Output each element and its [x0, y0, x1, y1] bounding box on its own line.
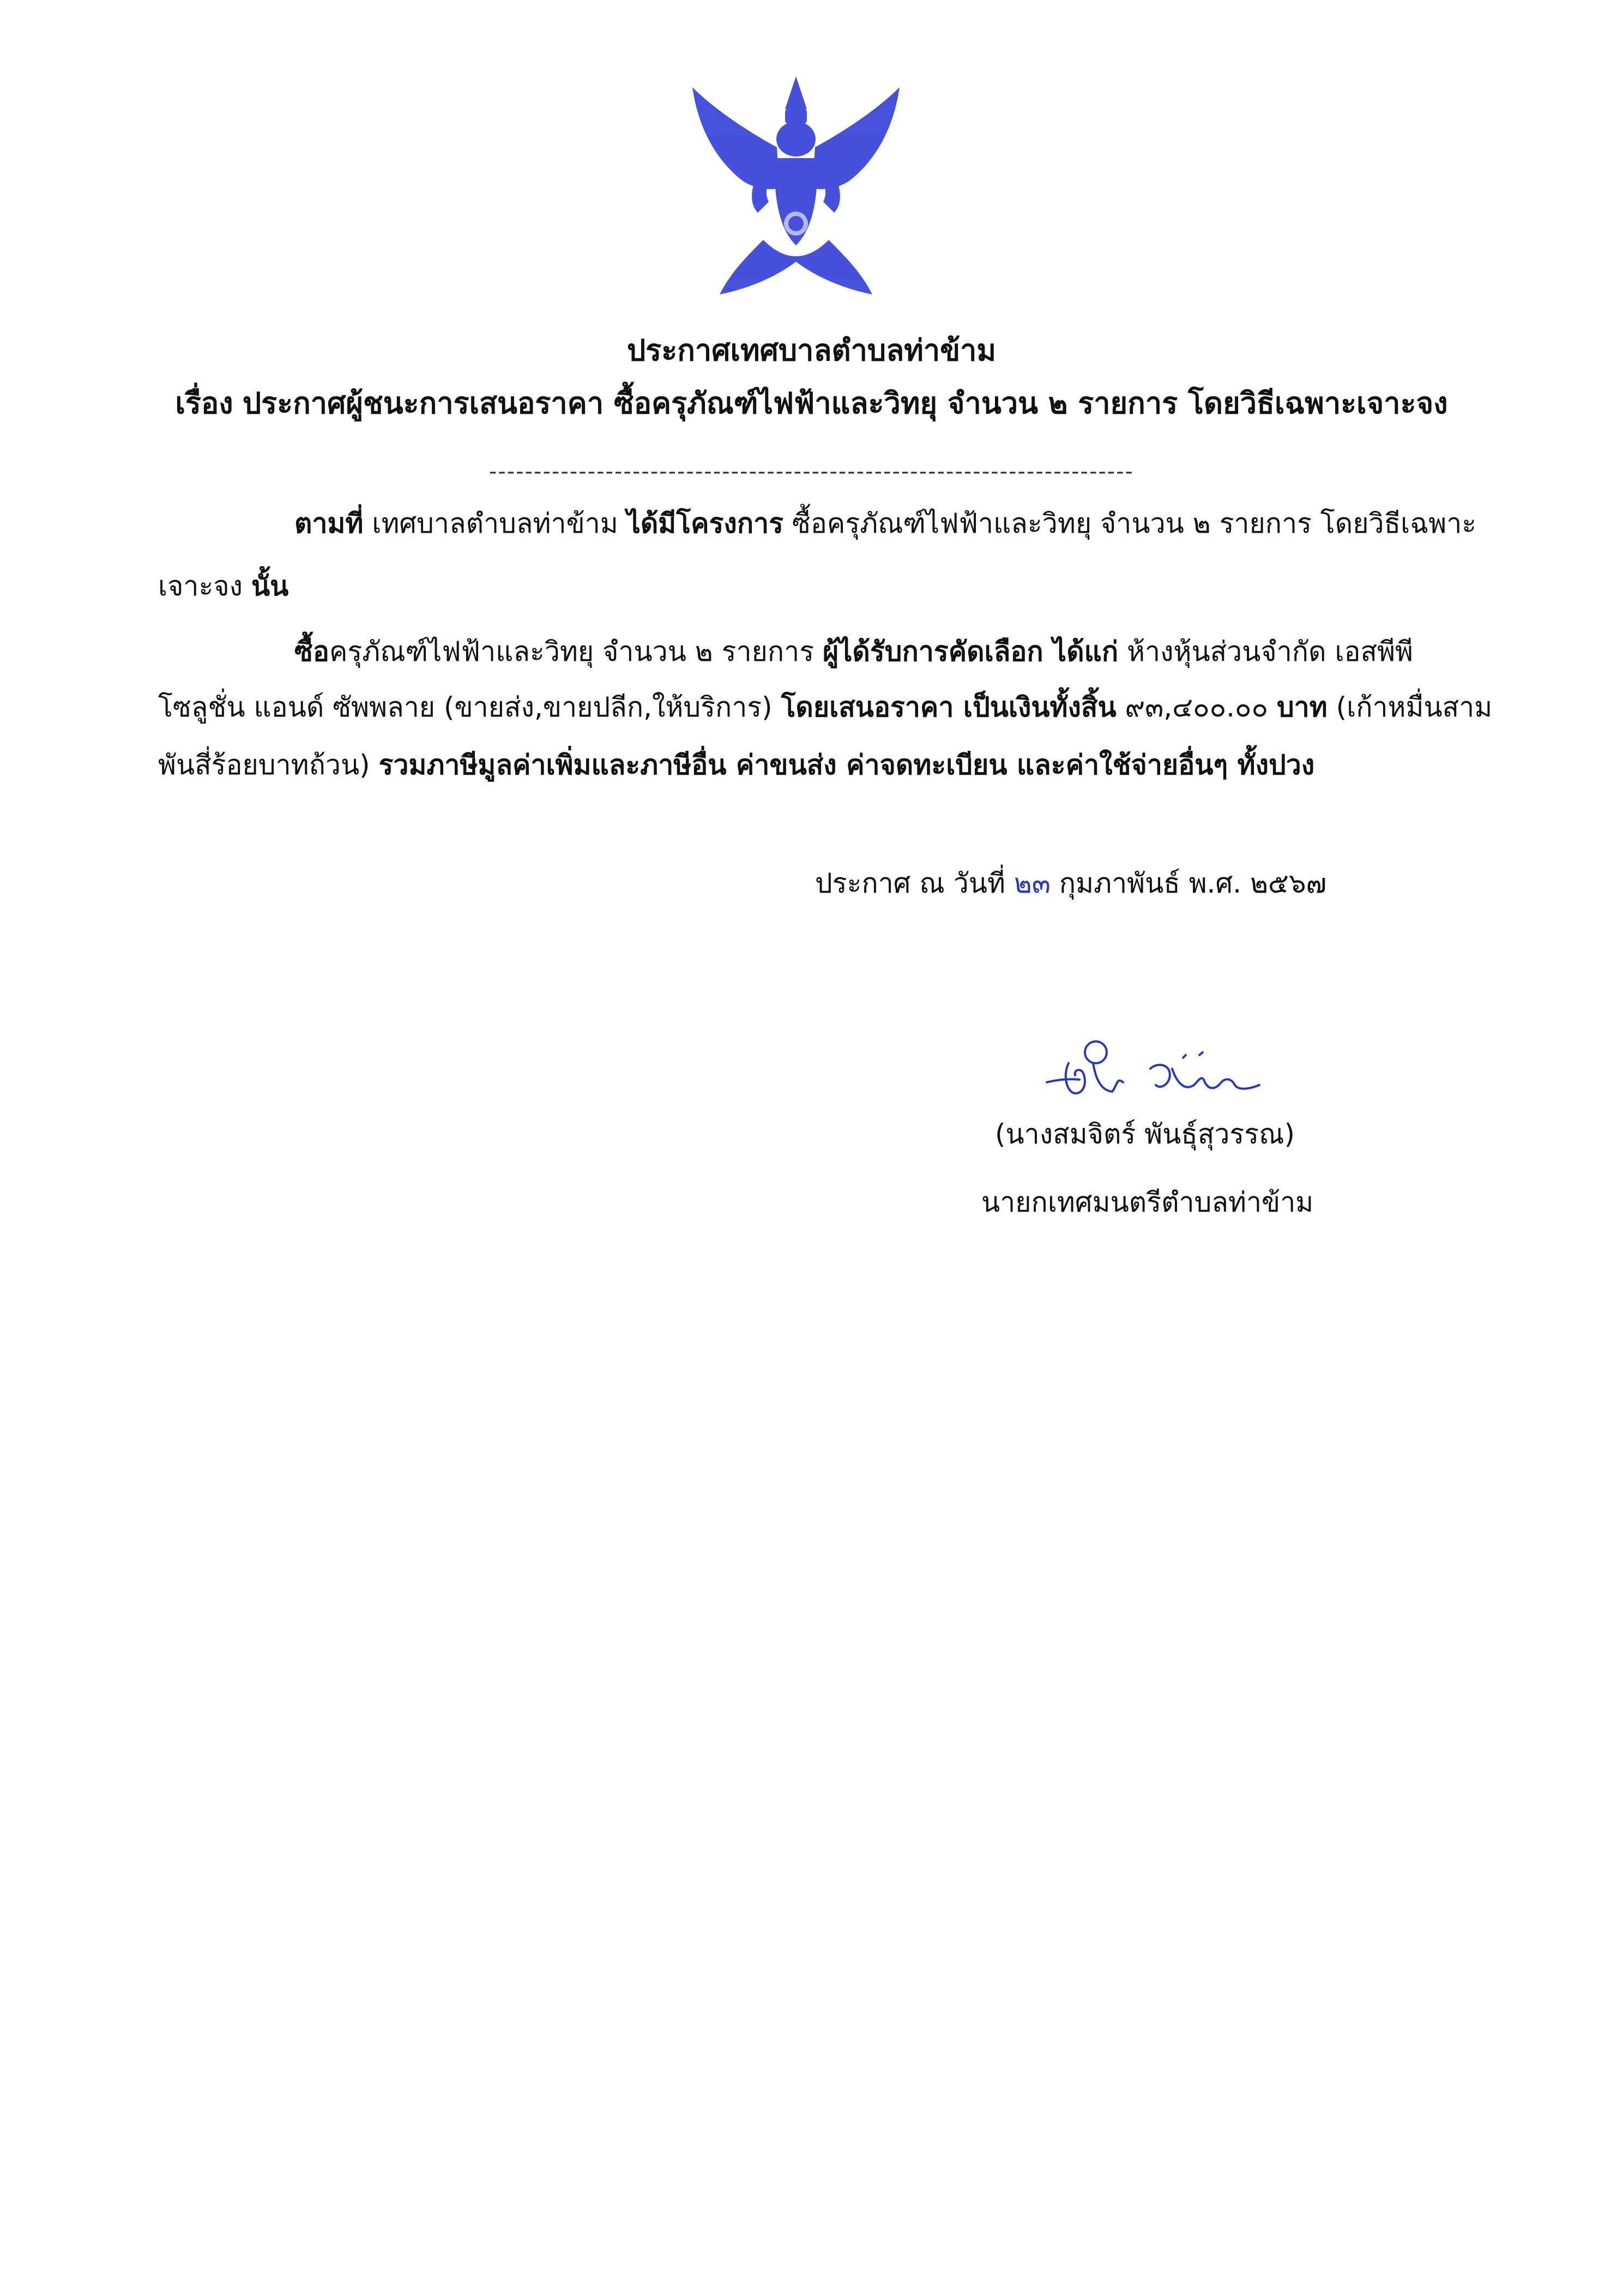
p2-selected-label: ผู้ได้รับการคัดเลือก ได้แก่: [822, 636, 1119, 667]
paragraph-1-line-2: [158, 567, 288, 605]
subject-label: เรื่อง: [175, 386, 233, 420]
paragraph-1-line-1: [294, 504, 1476, 543]
divider: ------------------------------------------------------------------------: [488, 459, 1135, 484]
handwritten-signature: [1036, 1031, 1276, 1107]
date-day: ๒๓: [1013, 867, 1051, 899]
p2-words-cont: พันสี่ร้อยบาทถ้วน): [158, 749, 379, 781]
document-subject: [0, 384, 1623, 423]
p2-lead: ซื้อ: [294, 636, 329, 667]
date-month-year: กุมภาพันธ์ พ.ศ. ๒๕๖๗: [1059, 867, 1327, 899]
p2-amount: ๙๓,๔๐๐.๐๐: [1116, 691, 1277, 723]
p1-lead: ตามที่: [294, 508, 364, 539]
paragraph-2-line-3: [158, 746, 1314, 784]
garuda-emblem-icon: [681, 65, 910, 305]
p2-words: (เก้าหมื่นสาม: [1327, 691, 1493, 723]
p1-cont: เจาะจง: [158, 570, 251, 602]
p2-includes: รวมภาษีมูลค่าเพิ่มและภาษีอื่น ค่าขนส่ง ค่าจดทะเบียน และค่าใช้จ่ายอื่นๆ ทั้งปวง: [378, 749, 1315, 781]
subject-text: ประกาศผู้ชนะการเสนอราคา ซื้อครุภัณฑ์ไฟฟ้าและวิทยุ จำนวน ๒ รายการ โดยวิธีเฉพาะเจาะจง: [242, 386, 1448, 420]
signer-position: นายกเทศมนตรีตำบลท่าข้าม: [981, 1186, 1314, 1218]
p2-vendor: ห้างหุ้นส่วนจำกัด เอสพีพี: [1118, 636, 1413, 667]
paragraph-2-line-2: [158, 688, 1492, 726]
signer-name: (นางสมจิตร์ พันธุ์สุวรรณ): [995, 1118, 1295, 1150]
date-label: ประกาศ ณ วันที่: [815, 867, 1005, 899]
p1-project: ซื้อครุภัณฑ์ไฟฟ้าและวิทยุ จำนวน ๒ รายการ โดยวิธีเฉพาะ: [783, 508, 1477, 539]
paragraph-2-line-1: [294, 632, 1413, 671]
p2-item: ครุภัณฑ์ไฟฟ้าและวิทยุ จำนวน ๒ รายการ: [329, 636, 823, 667]
p2-baht: บาท: [1276, 691, 1328, 723]
p2-offer-label: โดยเสนอราคา เป็นเงินทั้งสิ้น: [781, 691, 1117, 723]
p2-vendor-cont: โซลูชั่น แอนด์ ซัพพลาย (ขายส่ง,ขายปลีก,ให้บริการ): [158, 691, 781, 723]
announcement-date: [815, 864, 1326, 902]
p1-end: นั้น: [251, 570, 289, 602]
p1-org: เทศบาลตำบลท่าข้าม: [363, 508, 627, 539]
p1-project-label: ได้มีโครงการ: [626, 508, 784, 539]
document-title: ประกาศเทศบาลตำบลท่าข้าม: [626, 333, 997, 367]
